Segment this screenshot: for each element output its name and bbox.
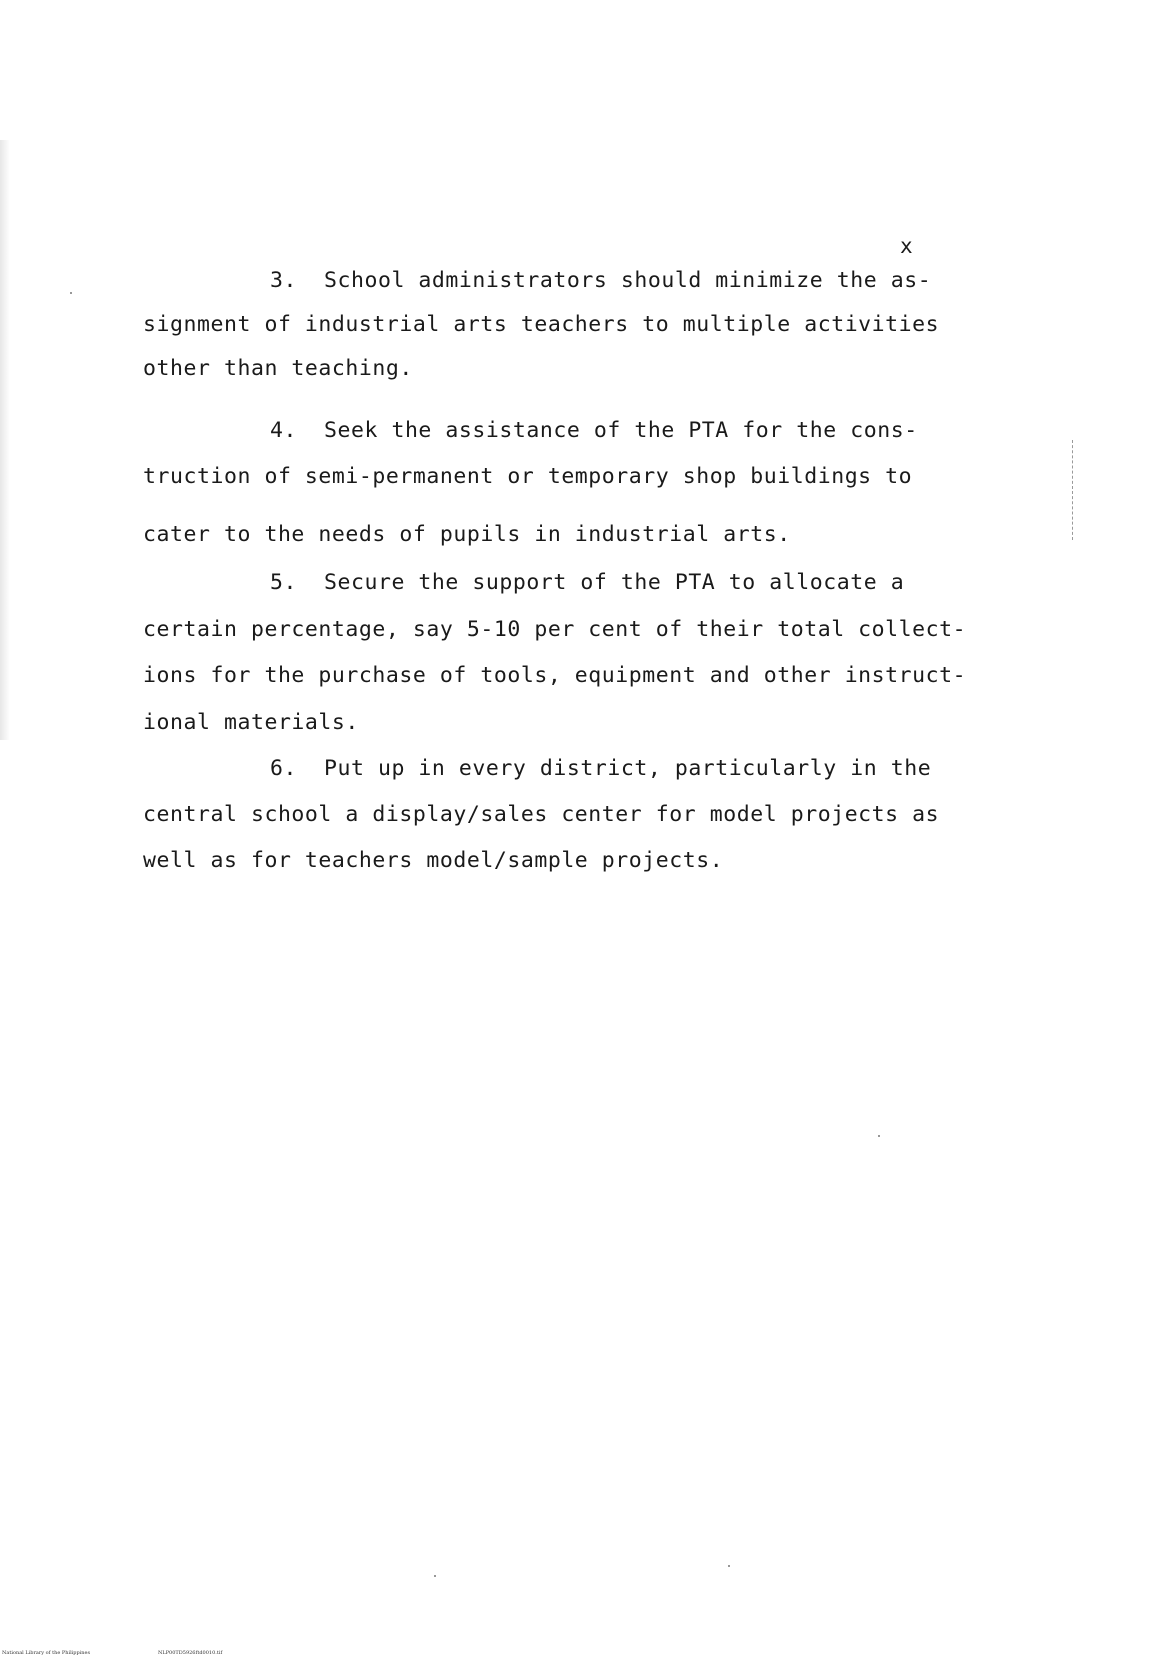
footer-file-id: NLP00TD5926ftd0010.tif: [158, 1650, 223, 1656]
scan-speck: [70, 292, 72, 294]
scan-speck: [878, 1135, 880, 1137]
recommendation-5-line-3: ions for the purchase of tools, equipment and other instruct-: [143, 663, 967, 688]
page-number: x: [900, 234, 914, 258]
recommendation-4-line-1: 4. Seek the assistance of the PTA for the cons-: [270, 418, 918, 443]
recommendation-3-line-1: 3. School administrators should minimize the as-: [270, 268, 932, 293]
scan-speck: [728, 1565, 730, 1567]
recommendation-6-line-1: 6. Put up in every district, particularly in the: [270, 756, 932, 781]
recommendation-5-line-1: 5. Secure the support of the PTA to allocate a: [270, 570, 905, 595]
recommendation-6-line-3: well as for teachers model/sample projects.: [143, 848, 724, 873]
recommendation-3-line-2: signment of industrial arts teachers to multiple activities: [143, 312, 940, 337]
recommendation-5-line-2: certain percentage, say 5-10 per cent of their total collect-: [143, 617, 967, 642]
footer-source: National Library of the Philippines: [2, 1650, 91, 1656]
recommendation-4-line-2: truction of semi-permanent or temporary shop buildings to: [143, 464, 913, 489]
margin-mark: [1072, 440, 1075, 540]
scan-edge-shadow: [0, 140, 10, 740]
scan-speck: [434, 1575, 436, 1577]
recommendation-3-line-3: other than teaching.: [143, 356, 413, 381]
recommendation-6-line-2: central school a display/sales center for model projects as: [143, 802, 940, 827]
recommendation-5-line-4: ional materials.: [143, 710, 359, 735]
recommendation-4-line-3: cater to the needs of pupils in industrial arts.: [143, 522, 791, 547]
